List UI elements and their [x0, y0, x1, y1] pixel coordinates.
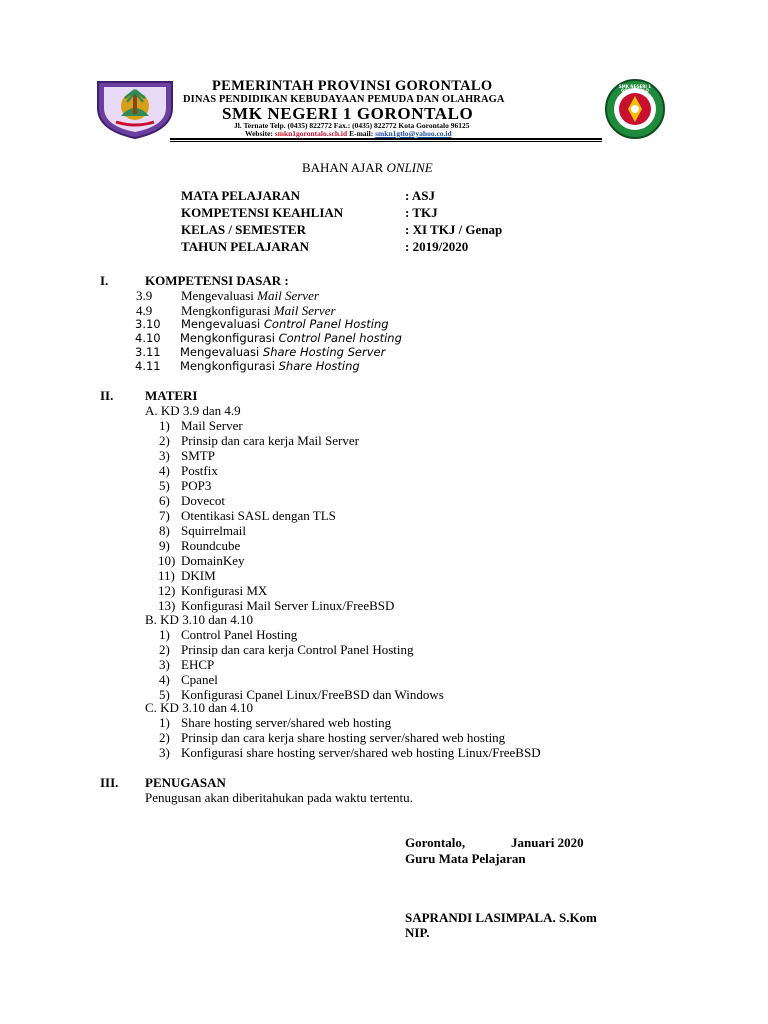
list-item: Cpanel	[181, 672, 218, 687]
info-value-subject: : ASJ	[405, 188, 435, 203]
info-label-class: KELAS / SEMESTER	[181, 222, 306, 237]
letterhead-contact	[245, 129, 452, 138]
list-item: Prinsip dan cara kerja Control Panel Hosting	[181, 642, 414, 657]
subsection-c-title: C. KD 3.10 dan 4.10	[145, 700, 253, 715]
info-value-class: : XI TKJ / Genap	[405, 222, 503, 237]
subsection-a-title: A. KD 3.9 dan 4.9	[145, 403, 241, 418]
email-link[interactable]: smkn1gtlo@yahoo.co.id	[375, 129, 452, 138]
list-item-number: 12)	[158, 583, 176, 598]
section-3-number: III.	[100, 775, 119, 790]
provincial-emblem-logo	[94, 76, 176, 140]
list-item: Otentikasi SASL dengan TLS	[181, 508, 336, 523]
list-item-number: 2)	[159, 433, 170, 448]
list-item-number: 9)	[159, 538, 170, 553]
info-value-competency: : TKJ	[405, 205, 438, 220]
kd-text: Mengevaluasi Share Hosting Server	[180, 345, 386, 359]
signature-nip: NIP.	[405, 925, 430, 940]
list-item-number: 3)	[159, 745, 170, 760]
list-item-number: 6)	[159, 493, 170, 508]
section-2-title: MATERI	[145, 388, 198, 403]
section-1-title: KOMPETENSI DASAR :	[145, 273, 289, 288]
list-item-number: 4)	[159, 463, 170, 478]
kd-number: 4.9	[136, 303, 153, 318]
list-item-number: 13)	[158, 598, 176, 613]
kd-text: Mengevaluasi Mail Server	[181, 288, 319, 303]
letterhead-rule-thin	[170, 141, 602, 142]
info-label-subject: MATA PELAJARAN	[181, 188, 301, 203]
email-label: E-mail:	[347, 129, 376, 138]
list-item: Postfix	[181, 463, 218, 478]
subsection-b-title: B. KD 3.10 dan 4.10	[145, 612, 253, 627]
signature-city: Gorontalo,	[405, 835, 466, 850]
list-item-number: 1)	[159, 627, 170, 642]
section-2-number: II.	[100, 388, 114, 403]
kd-text: Mengkonfigurasi Mail Server	[181, 303, 336, 318]
list-item: Prinsip dan cara kerja Mail Server	[181, 433, 359, 448]
list-item: DKIM	[181, 568, 216, 583]
list-item: POP3	[181, 478, 212, 493]
info-value-year: : 2019/2020	[405, 239, 469, 254]
signature-name: SAPRANDI LASIMPALA. S.Kom	[405, 910, 597, 925]
letterhead-address: Jl. Ternate Telp. (0435) 822772 Fax.: (0435) 822772 Kota Gorontalo 96125	[234, 121, 470, 130]
list-item: Dovecot	[181, 493, 226, 508]
section-3-title: PENUGASAN	[145, 775, 226, 790]
kd-text: Mengkonfigurasi Share Hosting	[180, 359, 360, 373]
list-item-number: 11)	[158, 568, 175, 583]
list-item-number: 3)	[159, 448, 170, 463]
list-item-number: 5)	[159, 687, 170, 702]
letterhead-line-2: DINAS PENDIDIKAN KEBUDAYAAN PEMUDA DAN OLAHRAGA	[183, 94, 505, 105]
list-item: Konfigurasi share hosting server/shared web hosting Linux/FreeBSD	[181, 745, 541, 760]
list-item: Konfigurasi MX	[181, 583, 268, 598]
letterhead-rule-thick	[170, 138, 602, 140]
list-item: SMTP	[181, 448, 215, 463]
school-emblem-text: SMK NEGERI 1 GORONTALO	[618, 84, 652, 93]
list-item: EHCP	[181, 657, 215, 672]
kd-text: Mengkonfigurasi Control Panel hosting	[180, 331, 402, 345]
kd-number: 3.11	[135, 345, 161, 359]
list-item-number: 7)	[159, 508, 170, 523]
list-item: Prinsip dan cara kerja share hosting server/shared web hosting	[181, 730, 506, 745]
list-item: Mail Server	[181, 418, 243, 433]
section-3-text: Penugusan akan diberitahukan pada waktu tertentu.	[145, 790, 413, 805]
info-label-year: TAHUN PELAJARAN	[181, 239, 309, 254]
list-item-number: 1)	[159, 418, 170, 433]
kd-text: Mengevaluasi Control Panel Hosting	[181, 317, 389, 331]
info-label-competency: KOMPETENSI KEAHLIAN	[181, 205, 344, 220]
title-main: BAHAN AJAR	[302, 160, 387, 175]
website-link[interactable]: smkn1gorontalo.sch.id	[274, 129, 348, 138]
list-item-number: 1)	[159, 715, 170, 730]
list-item-number: 8)	[159, 523, 170, 538]
list-item-number: 4)	[159, 672, 170, 687]
kd-number: 4.11	[135, 359, 161, 373]
list-item-number: 10)	[158, 553, 176, 568]
list-item: Roundcube	[181, 538, 241, 553]
kd-number: 4.10	[135, 331, 161, 345]
page-title	[302, 160, 433, 175]
signature-role: Guru Mata Pelajaran	[405, 851, 526, 866]
list-item: DomainKey	[181, 553, 245, 568]
kd-number: 3.9	[136, 288, 153, 303]
list-item-number: 5)	[159, 478, 170, 493]
website-label: Website:	[245, 129, 275, 138]
kd-number: 3.10	[135, 317, 161, 331]
list-item-number: 3)	[159, 657, 170, 672]
letterhead-school-name: SMK NEGERI 1 GORONTALO	[222, 104, 474, 123]
list-item: Konfigurasi Cpanel Linux/FreeBSD dan Windows	[181, 687, 444, 702]
list-item: Share hosting server/shared web hosting	[181, 715, 392, 730]
section-1-number: I.	[100, 273, 109, 288]
list-item: Squirrelmail	[181, 523, 246, 538]
list-item: Control Panel Hosting	[181, 627, 298, 642]
list-item-number: 2)	[159, 730, 170, 745]
signature-date: Januari 2020	[511, 835, 584, 850]
list-item: Konfigurasi Mail Server Linux/FreeBSD	[181, 598, 395, 613]
letterhead-line-1: PEMERINTAH PROVINSI GORONTALO	[212, 78, 493, 94]
list-item-number: 2)	[159, 642, 170, 657]
title-italic: ONLINE	[386, 160, 433, 175]
